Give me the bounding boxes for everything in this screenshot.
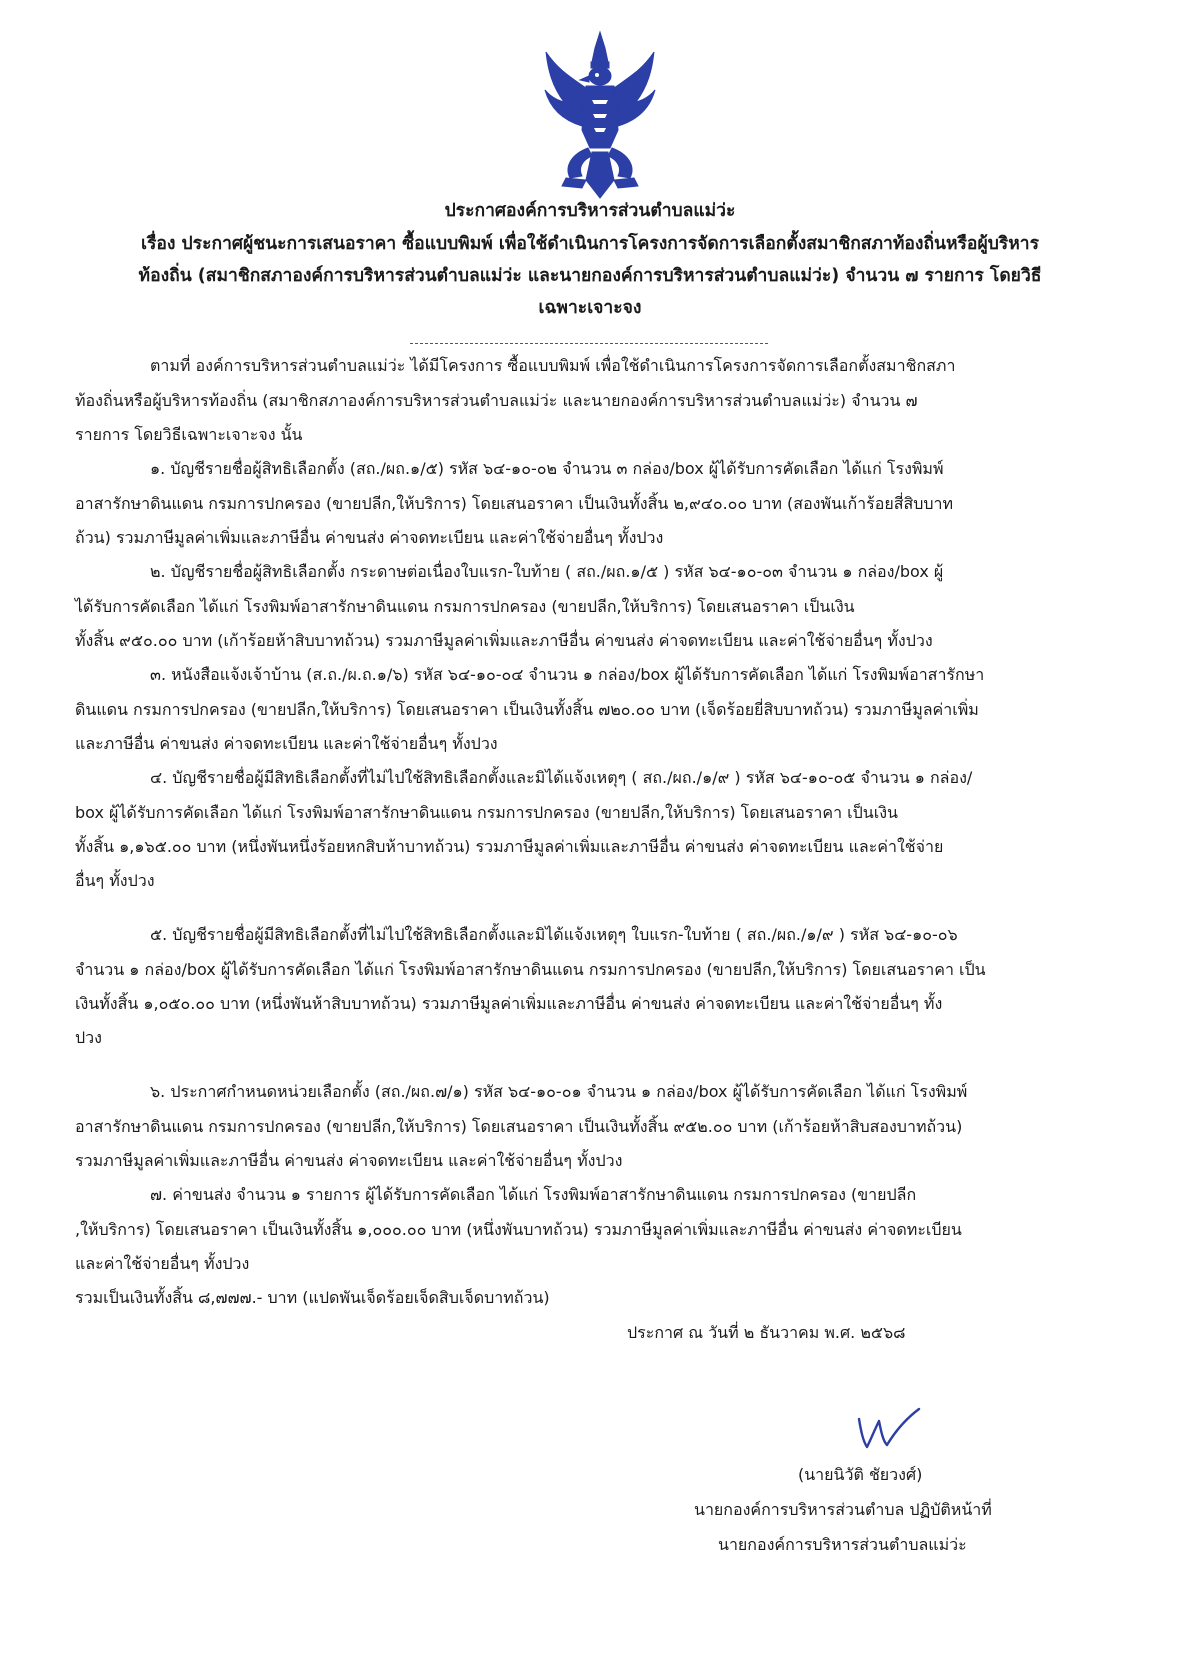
body-line: ทั้งสิ้น ๙๕๐.๐๐ บาท (เก้าร้อยห้าสิบบาทถ้วน) รวมภาษีมูลค่าเพิ่มและภาษีอื่น ค่าขนส่ง ค่าจดทะเบียน และค่าใช้จ่ายอื่นๆ ทั้งปวง [75,631,933,650]
announcement-date: ประกาศ ณ วันที่ ๒ ธันวาคม พ.ศ. ๒๕๖๘ [627,1323,906,1342]
body-line: ทั้งสิ้น ๑,๑๖๕.๐๐ บาท (หนึ่งพันหนึ่งร้อยหกสิบห้าบาทถ้วน) รวมภาษีมูลค่าเพิ่มและภาษีอื่น ค่าขนส่ง ค่าจดทะเบียน และค่าใช้จ่าย [75,837,944,856]
body-line: ท้องถิ่นหรือผู้บริหารท้องถิ่น (สมาชิกสภาองค์การบริหารส่วนตำบลแม่ว่ะ และนายกองค์การบริหารส่วนตำบลแม่ว่ะ) จำนวน ๗ [75,391,918,410]
body-line: และภาษีอื่น ค่าขนส่ง ค่าจดทะเบียน และค่าใช้จ่ายอื่นๆ ทั้งปวง [75,734,498,753]
garuda-emblem-icon [542,30,658,200]
handwritten-signature-icon [853,1405,925,1451]
body-line: ตามที่ องค์การบริหารส่วนตำบลแม่ว่ะ ได้มีโครงการ ซื้อแบบพิมพ์ เพื่อใช้ดำเนินการโครงการจัดการเลือกตั้งสมาชิกสภา [150,356,956,375]
body-line: และค่าใช้จ่ายอื่นๆ ทั้งปวง [75,1254,250,1273]
total-amount: รวมเป็นเงินทั้งสิ้น ๘,๗๗๗.- บาท (แปดพันเจ็ดร้อยเจ็ดสิบเจ็ดบาทถ้วน) [75,1288,550,1307]
body-line: เงินทั้งสิ้น ๑,๐๕๐.๐๐ บาท (หนึ่งพันห้าสิบบาทถ้วน) รวมภาษีมูลค่าเพิ่มและภาษีอื่น ค่าขนส่ง ค่าจดทะเบียน และค่าใช้จ่ายอื่นๆ ทั้ง [75,994,943,1013]
body-line: อื่นๆ ทั้งปวง [75,871,155,890]
body-line: ๕. บัญชีรายชื่อผู้มีสิทธิเลือกตั้งที่ไม่ไปใช้สิทธิเลือกตั้งและมิได้แจ้งเหตุๆ ใบแรก-ใบท้าย ( สถ./ผถ./๑/๙ ) รหัส ๖๔-๑๐-๐๖ [150,925,958,944]
body-line: ๒. บัญชีรายชื่อผู้สิทธิเลือกตั้ง กระดาษต่อเนื่องใบแรก-ใบท้าย ( สถ./ผถ.๑/๕ ) รหัส ๖๔-๑๐-๐๓ จำนวน ๑ กล่อง/box ผู้ [150,562,944,581]
body-line: อาสารักษาดินแดน กรมการปกครอง (ขายปลีก,ให้บริการ) โดยเสนอราคา เป็นเงินทั้งสิ้น ๙๕๒.๐๐ บาท (เก้าร้อยห้าสิบสองบาทถ้วน) [75,1117,963,1136]
body-line: ๓. หนังสือแจ้งเจ้าบ้าน (ส.ถ./ผ.ถ.๑/๖) รหัส ๖๔-๑๐-๐๔ จำนวน ๑ กล่อง/box ผู้ได้รับการคัดเลือก ได้แก่ โรงพิมพ์อาสารักษา [150,665,985,684]
subject-line: ท้องถิ่น (สมาชิกสภาองค์การบริหารส่วนตำบลแม่ว่ะ และนายกองค์การบริหารส่วนตำบลแม่ว่ะ) จำนวน ๗ รายการ โดยวิธี [138,266,1042,286]
body-line: รวมภาษีมูลค่าเพิ่มและภาษีอื่น ค่าขนส่ง ค่าจดทะเบียน และค่าใช้จ่ายอื่นๆ ทั้งปวง [75,1151,623,1170]
signer-organization: นายกองค์การบริหารส่วนตำบลแม่ว่ะ [718,1535,967,1554]
body-line: ดินแดน กรมการปกครอง (ขายปลีก,ให้บริการ) โดยเสนอราคา เป็นเงินทั้งสิ้น ๗๒๐.๐๐ บาท (เจ็ดร้อยยี่สิบบาทถ้วน) รวมภาษีมูลค่าเพิ่ม [75,700,979,719]
subject-line: เฉพาะเจาะจง [538,298,642,318]
body-line: ๑. บัญชีรายชื่อผู้สิทธิเลือกตั้ง (สถ./ผถ.๑/๕) รหัส ๖๔-๑๐-๐๒ จำนวน ๓ กล่อง/box ผู้ได้รับการคัดเลือก ได้แก่ โรงพิมพ์ [150,459,944,478]
body-line: อาสารักษาดินแดน กรมการปกครอง (ขายปลีก,ให้บริการ) โดยเสนอราคา เป็นเงินทั้งสิ้น ๒,๙๔๐.๐๐ บาท (สองพันเก้าร้อยสี่สิบบาท [75,494,954,513]
body-line: ๖. ประกาศกำหนดหน่วยเลือกตั้ง (สถ./ผถ.๗/๑) รหัส ๖๔-๑๐-๐๑ จำนวน ๑ กล่อง/box ผู้ได้รับการคัดเลือก ได้แก่ โรงพิมพ์ [150,1082,968,1101]
body-line: ถ้วน) รวมภาษีมูลค่าเพิ่มและภาษีอื่น ค่าขนส่ง ค่าจดทะเบียน และค่าใช้จ่ายอื่นๆ ทั้งปวง [75,528,664,547]
body-line: box ผู้ได้รับการคัดเลือก ได้แก่ โรงพิมพ์อาสารักษาดินแดน กรมการปกครอง (ขายปลีก,ให้บริการ) โดยเสนอราคา เป็นเงิน [75,803,898,822]
body-line: รายการ โดยวิธีเฉพาะเจาะจง นั้น [75,425,303,444]
body-line: ๗. ค่าขนส่ง จำนวน ๑ รายการ ผู้ได้รับการคัดเลือก ได้แก่ โรงพิมพ์อาสารักษาดินแดน กรมการปกครอง (ขายปลีก [150,1185,917,1204]
organization-title: ประกาศองค์การบริหารส่วนตำบลแม่ว่ะ [444,201,736,221]
body-line: ๔. บัญชีรายชื่อผู้มีสิทธิเลือกตั้งที่ไม่ไปใช้สิทธิเลือกตั้งและมิได้แจ้งเหตุๆ ( สถ./ผถ./๑/๙ ) รหัส ๖๔-๑๐-๐๕ จำนวน ๑ กล่อง/ [150,768,973,787]
body-line: ,ให้บริการ) โดยเสนอราคา เป็นเงินทั้งสิ้น ๑,๐๐๐.๐๐ บาท (หนึ่งพันบาทถ้วน) รวมภาษีมูลค่าเพิ่มและภาษีอื่น ค่าขนส่ง ค่าจดทะเบียน [75,1220,962,1239]
signer-position: นายกองค์การบริหารส่วนตำบล ปฏิบัติหน้าที่ [694,1500,992,1519]
body-line: ปวง [75,1028,102,1047]
signer-name: (นายนิวัติ ชัยวงศ์) [798,1465,923,1484]
body-line: ได้รับการคัดเลือก ได้แก่ โรงพิมพ์อาสารักษาดินแดน กรมการปกครอง (ขายปลีก,ให้บริการ) โดยเสนอราคา เป็นเงิน [75,597,855,616]
subject-heading [70,228,1110,324]
subject-line: เรื่อง ประกาศผู้ชนะการเสนอราคา ซื้อแบบพิมพ์ เพื่อใช้ดำเนินการโครงการจัดการเลือกตั้งสมาชิกสภาท้องถิ่นหรือผู้บริหาร [141,234,1039,254]
divider-line [410,343,768,344]
body-line: จำนวน ๑ กล่อง/box ผู้ได้รับการคัดเลือก ได้แก่ โรงพิมพ์อาสารักษาดินแดน กรมการปกครอง (ขายปลีก,ให้บริการ) โดยเสนอราคา เป็น [75,960,986,979]
